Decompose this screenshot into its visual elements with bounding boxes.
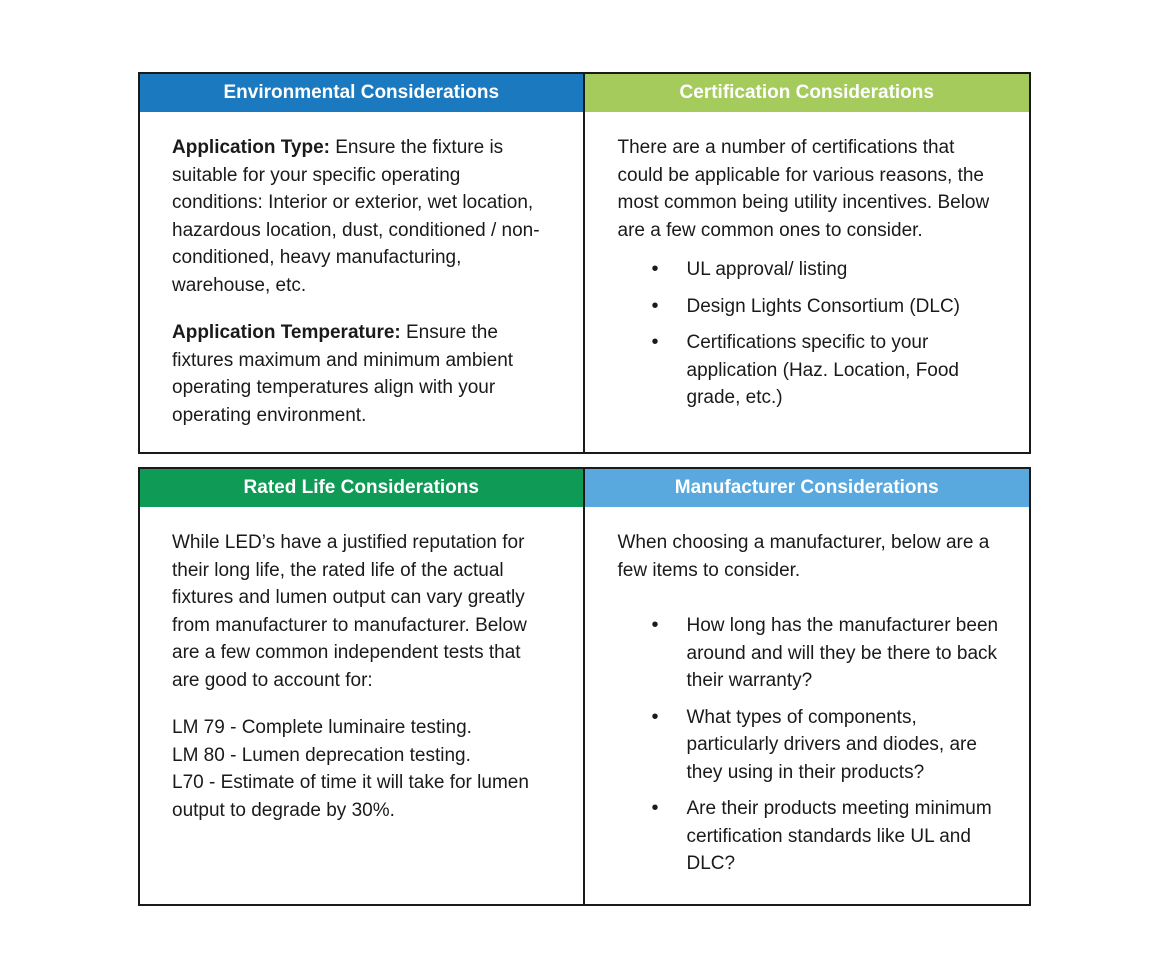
bottom-table xyxy=(138,467,1031,906)
application-type-text: Ensure the fixture is suitable for your specific operating conditions: Interior or exterior, wet location, hazardous location, dust, conditioned / non- conditioned, heavy manufacturing, warehouse, etc. xyxy=(172,137,540,296)
environmental-header: Environmental Considerations xyxy=(140,74,583,112)
certification-cell xyxy=(585,74,1030,452)
application-temperature-paragraph xyxy=(172,319,553,429)
test-item-l70: L70 - Estimate of time it will take for lumen output to degrade by 30%. xyxy=(172,772,529,821)
list-item: • Are their products meeting minimum certification standards like UL and DLC? xyxy=(618,795,1000,878)
test-item-lm79: LM 79 - Complete luminaire testing. xyxy=(172,717,472,738)
list-item: • Certifications specific to your application (Haz. Location, Food grade, etc.) xyxy=(618,329,1000,412)
list-item: • How long has the manufacturer been around and will they be there to back their warranty? xyxy=(618,612,1000,695)
manufacturer-header: Manufacturer Considerations xyxy=(585,469,1030,507)
rated-life-header: Rated Life Considerations xyxy=(140,469,583,507)
list-item: • UL approval/ listing xyxy=(618,256,1000,284)
application-type-label: Application Type: xyxy=(172,137,330,158)
manufacturer-list xyxy=(618,612,1000,878)
list-item: • What types of components, particularly drivers and diodes, are they using in their products? xyxy=(618,704,1000,787)
application-temperature-text: Ensure the fixtures maximum and minimum ambient operating temperatures align with your operating environment. xyxy=(172,322,514,426)
certification-header: Certification Considerations xyxy=(585,74,1030,112)
application-type-paragraph xyxy=(172,134,553,299)
top-table xyxy=(138,72,1031,454)
certification-intro: There are a number of certifications that could be applicable for various reasons, the most common being utility incentives. Below are a few common ones to consider. xyxy=(617,137,990,241)
rated-life-body xyxy=(140,507,583,824)
list-item: • Design Lights Consortium (DLC) xyxy=(618,293,1000,321)
environmental-cell xyxy=(140,74,585,452)
manufacturer-cell xyxy=(585,469,1030,904)
certification-body xyxy=(585,112,1030,412)
manufacturer-intro: When choosing a manufacturer, below are a few items to consider. xyxy=(617,532,990,581)
environmental-body xyxy=(140,112,583,429)
rated-life-cell xyxy=(140,469,585,904)
application-temperature-label: Application Temperature: xyxy=(172,322,401,343)
test-item-lm80: LM 80 - Lumen deprecation testing. xyxy=(172,744,471,766)
manufacturer-body xyxy=(585,507,1030,878)
certification-list xyxy=(618,256,1000,412)
rated-life-intro: While LED’s have a justified reputation for their long life, the rated life of the actual fixtures and lumen output can vary greatly from manufacturer to manufacturer. Below are a few common independent tests that are good to account for: xyxy=(172,532,527,691)
